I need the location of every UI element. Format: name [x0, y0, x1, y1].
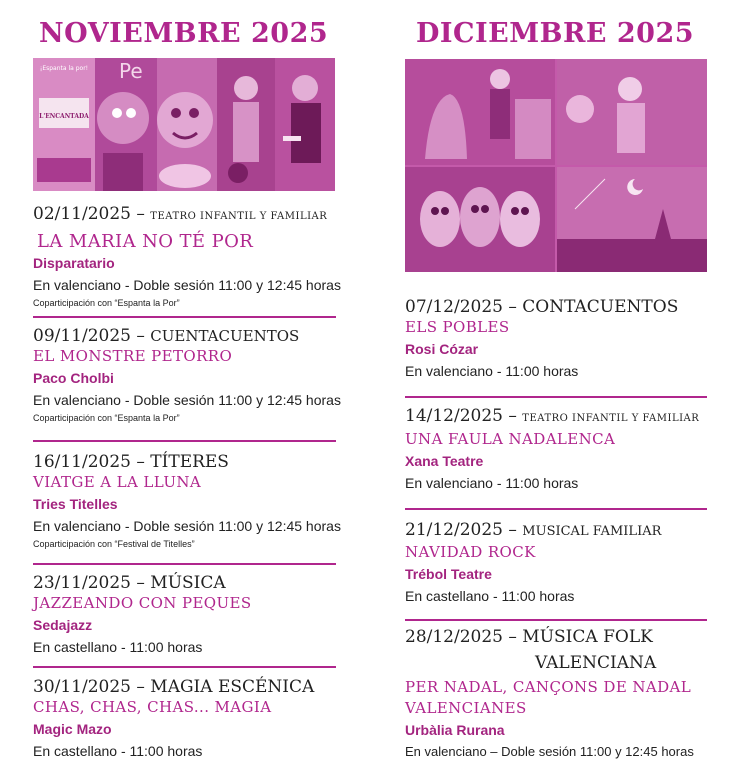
event-date: 23/11/2025 –	[33, 573, 145, 593]
event-date-line	[405, 520, 707, 542]
event-date: 30/11/2025 –	[33, 677, 145, 697]
november-heading: NOVIEMBRE 2025	[39, 18, 329, 49]
event-title: ELS POBLES	[405, 318, 510, 336]
event-date-line	[405, 627, 707, 647]
event-card	[33, 326, 341, 425]
event-card	[405, 297, 707, 382]
event-card	[405, 520, 707, 607]
event-date-line	[33, 573, 336, 593]
divider	[405, 619, 707, 621]
event-card	[405, 627, 707, 763]
event-category: CUENTACUENTOS	[150, 327, 300, 345]
event-date: 07/12/2025 –	[405, 297, 517, 317]
event-language: En valenciano - Doble sesión 11:00 y 12:45 horas	[33, 518, 341, 534]
event-date-line	[33, 204, 336, 227]
event-company: Trébol Teatre	[405, 566, 492, 582]
event-title: UNA FAULA NADALENCA	[405, 430, 616, 448]
event-language: En valenciano - Doble sesión 11:00 y 12:45 horas	[33, 392, 341, 408]
divider	[33, 316, 336, 318]
event-language: En valenciano - 11:00 horas	[405, 363, 579, 379]
event-date-line	[405, 297, 707, 317]
event-title: JAZZEANDO CON PEQUES	[33, 594, 252, 612]
event-card	[33, 573, 336, 658]
event-date: 16/11/2025 –	[33, 452, 145, 472]
event-title: PER NADAL, CANÇONS DE NADAL	[405, 678, 692, 696]
event-date-line	[33, 326, 336, 346]
event-category: TÍTERES	[150, 452, 229, 472]
event-company: Magic Mazo	[33, 721, 112, 737]
event-date: 02/11/2025 –	[33, 204, 145, 224]
event-card	[33, 452, 341, 551]
event-language: En valenciano – Doble sesión 11:00 y 12:45 horas	[405, 744, 694, 759]
event-category: CONTACUENTOS	[522, 297, 679, 317]
event-date: 09/11/2025 –	[33, 326, 145, 346]
event-category: MUSICAL FAMILIAR	[522, 524, 662, 539]
event-date: 28/12/2025 –	[405, 627, 517, 647]
december-collage-image	[405, 59, 707, 272]
collage-tag-text: ¡Espanta la por!	[39, 65, 89, 72]
event-date-line	[33, 452, 336, 472]
event-category: TEATRO INFANTIL Y FAMILIAR	[522, 413, 700, 424]
event-note: Coparticipación con “Festival de Titelles”	[33, 539, 195, 549]
event-company: Rosi Cózar	[405, 341, 479, 357]
event-card	[33, 204, 341, 310]
divider	[33, 440, 336, 442]
november-collage-image	[33, 58, 335, 191]
event-date-line	[33, 677, 336, 697]
divider	[33, 563, 336, 565]
event-category: MÚSICA	[150, 573, 226, 593]
svg-text:Pe: Pe	[119, 59, 143, 83]
collage-poster-title: L'ENCANTADA	[39, 113, 89, 120]
november-photo-collage	[33, 58, 335, 191]
event-date: 14/12/2025 –	[405, 406, 517, 426]
event-category: MAGIA ESCÉNICA	[150, 677, 315, 697]
event-date: 21/12/2025 –	[405, 520, 517, 540]
december-heading: DICIEMBRE 2025	[416, 18, 695, 49]
event-category: MÚSICA FOLK	[522, 627, 653, 647]
event-company: Urbàlia Rurana	[405, 722, 505, 738]
event-title-line2: VALENCIANES	[405, 699, 527, 717]
event-note: Coparticipación con “Espanta la Por”	[33, 413, 180, 423]
event-card	[33, 677, 336, 762]
event-language: En castellano - 11:00 horas	[33, 639, 203, 655]
event-title: NAVIDAD ROCK	[405, 543, 536, 561]
event-title: CHAS, CHAS, CHAS... MAGIA	[33, 698, 272, 716]
event-category: TEATRO INFANTIL Y FAMILIAR	[150, 211, 328, 222]
event-company: Xana Teatre	[405, 453, 484, 469]
event-note: Coparticipación con “Espanta la Por”	[33, 298, 180, 308]
divider	[33, 666, 336, 668]
event-company: Disparatario	[33, 255, 115, 271]
event-card	[405, 406, 707, 494]
event-title: EL MONSTRE PETORRO	[33, 347, 233, 365]
event-language: En valenciano - 11:00 horas	[405, 475, 579, 491]
event-date-line	[405, 406, 707, 429]
event-language: En valenciano - Doble sesión 11:00 y 12:45 horas	[33, 277, 341, 293]
divider	[405, 508, 707, 510]
event-language: En castellano - 11:00 horas	[33, 743, 203, 759]
divider	[405, 396, 707, 398]
event-language: En castellano - 11:00 horas	[405, 588, 575, 604]
december-photo-collage	[405, 59, 707, 272]
event-company: Sedajazz	[33, 617, 93, 633]
event-title: VIATGE A LA LLUNA	[33, 473, 202, 491]
event-category-line2: VALENCIANA	[535, 653, 657, 673]
event-title: LA MARIA NO TÉ POR	[37, 231, 254, 252]
event-company: Tries Titelles	[33, 496, 118, 512]
event-company: Paco Cholbi	[33, 370, 114, 386]
